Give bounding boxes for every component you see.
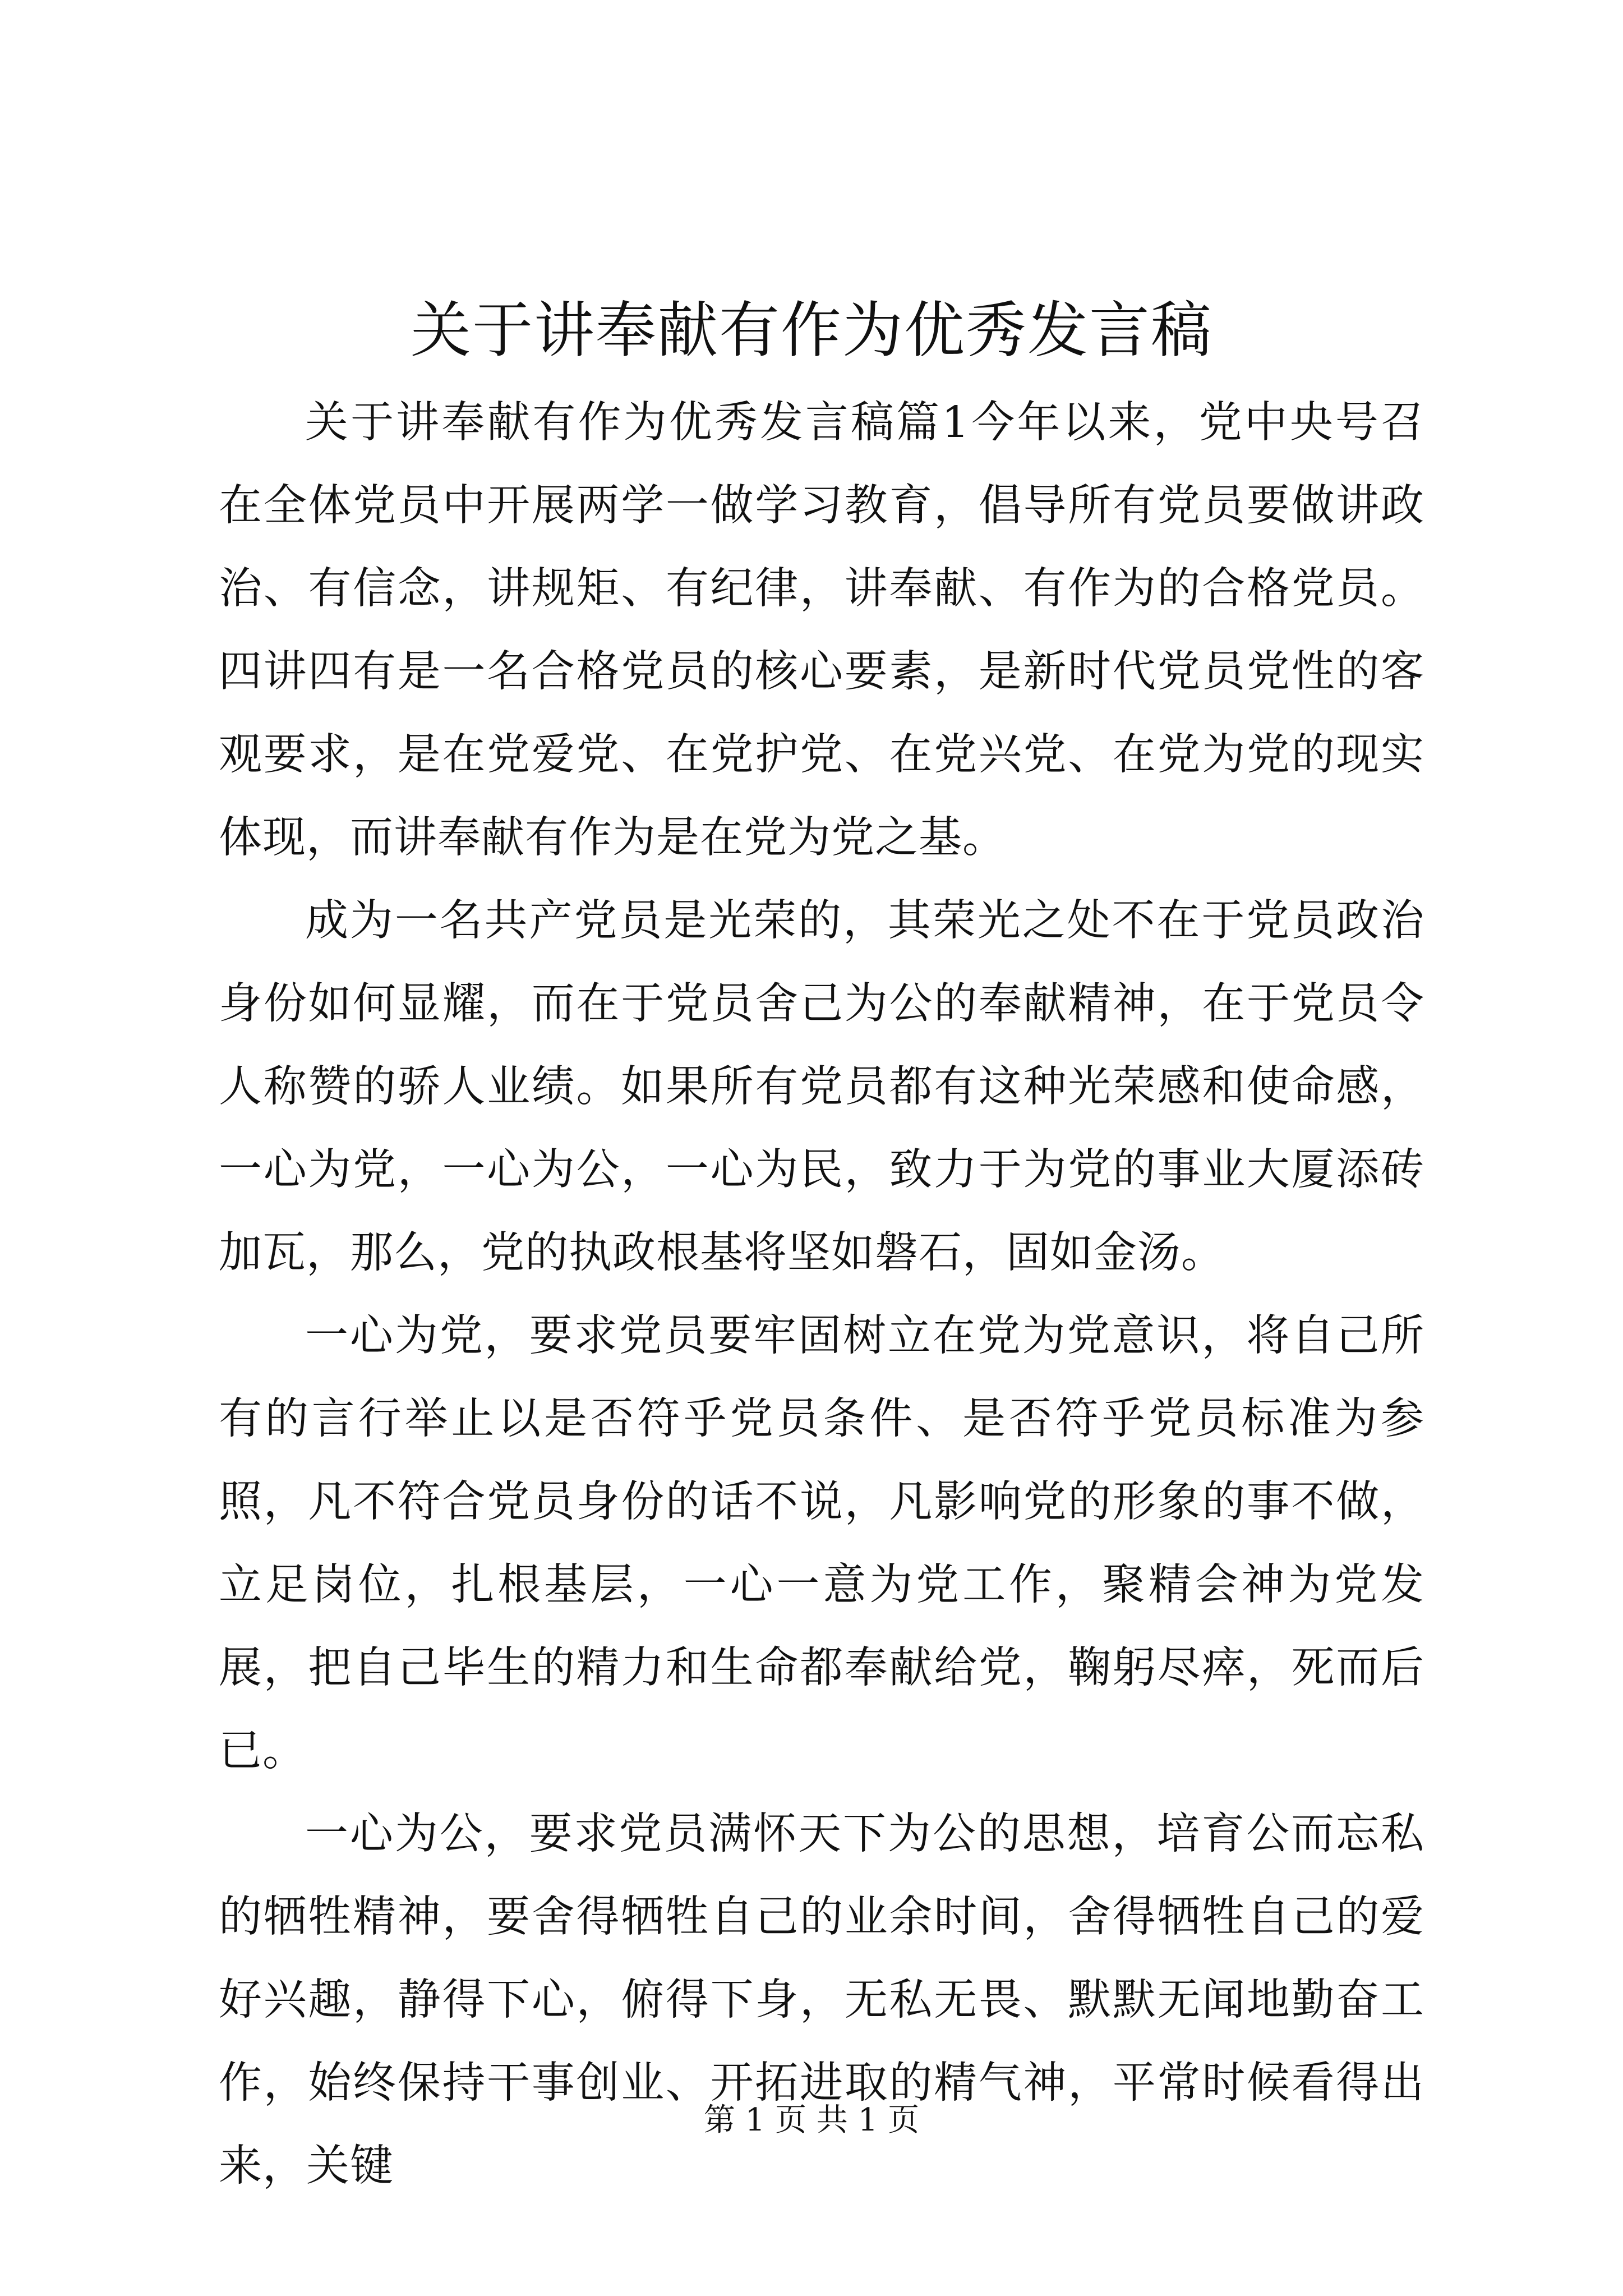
paragraph-2: 成为一名共产党员是光荣的，其荣光之处不在于党员政治身份如何显耀，而在于党员舍己为公的奉献精神，在于党员令人称赞的骄人业绩。如果所有党员都有这种光荣感和使命感，一心为党，一心为公，一心为民，致力于为党的事业大厦添砖加瓦，那么，党的执政根基将坚如磐石，固如金汤。 — [219, 896, 1424, 1278]
document-body — [219, 381, 1424, 2208]
paragraph-4: 一心为公，要求党员满怀天下为公的思想，培育公而忘私的牺牲精神，要舍得牺牲自己的业余时间，舍得牺牲自己的爱好兴趣，静得下心，俯得下身，无私无畏、默默无闻地勤奋工作，始终保持干事创业、开拓进取的精气神，平常时候看得出来，关键 — [219, 1809, 1424, 2191]
paragraph-1: 关于讲奉献有作为优秀发言稿篇1今年以来，党中央号召在全体党员中开展两学一做学习教育，倡导所有党员要做讲政治、有信念，讲规矩、有纪律，讲奉献、有作为的合格党员。四讲四有是一名合格党员的核心要素，是新时代党员党性的客观要求，是在党爱党、在党护党、在党兴党、在党为党的现实体现，而讲奉献有作为是在党为党之基。 — [219, 398, 1424, 863]
document-title: 关于讲奉献有作为优秀发言稿 — [410, 296, 1212, 366]
paragraph-3: 一心为党，要求党员要牢固树立在党为党意识，将自己所有的言行举止以是否符乎党员条件、是否符乎党员标准为参照，凡不符合党员身份的话不说，凡影响党的形象的事不做，立足岗位，扎根基层，一心一意为党工作，聚精会神为党发展，把自己毕生的精力和生命都奉献给党，鞠躬尽瘁，死而后已。 — [219, 1311, 1424, 1776]
page-footer: 第 1 页 共 1 页 — [703, 2102, 920, 2138]
